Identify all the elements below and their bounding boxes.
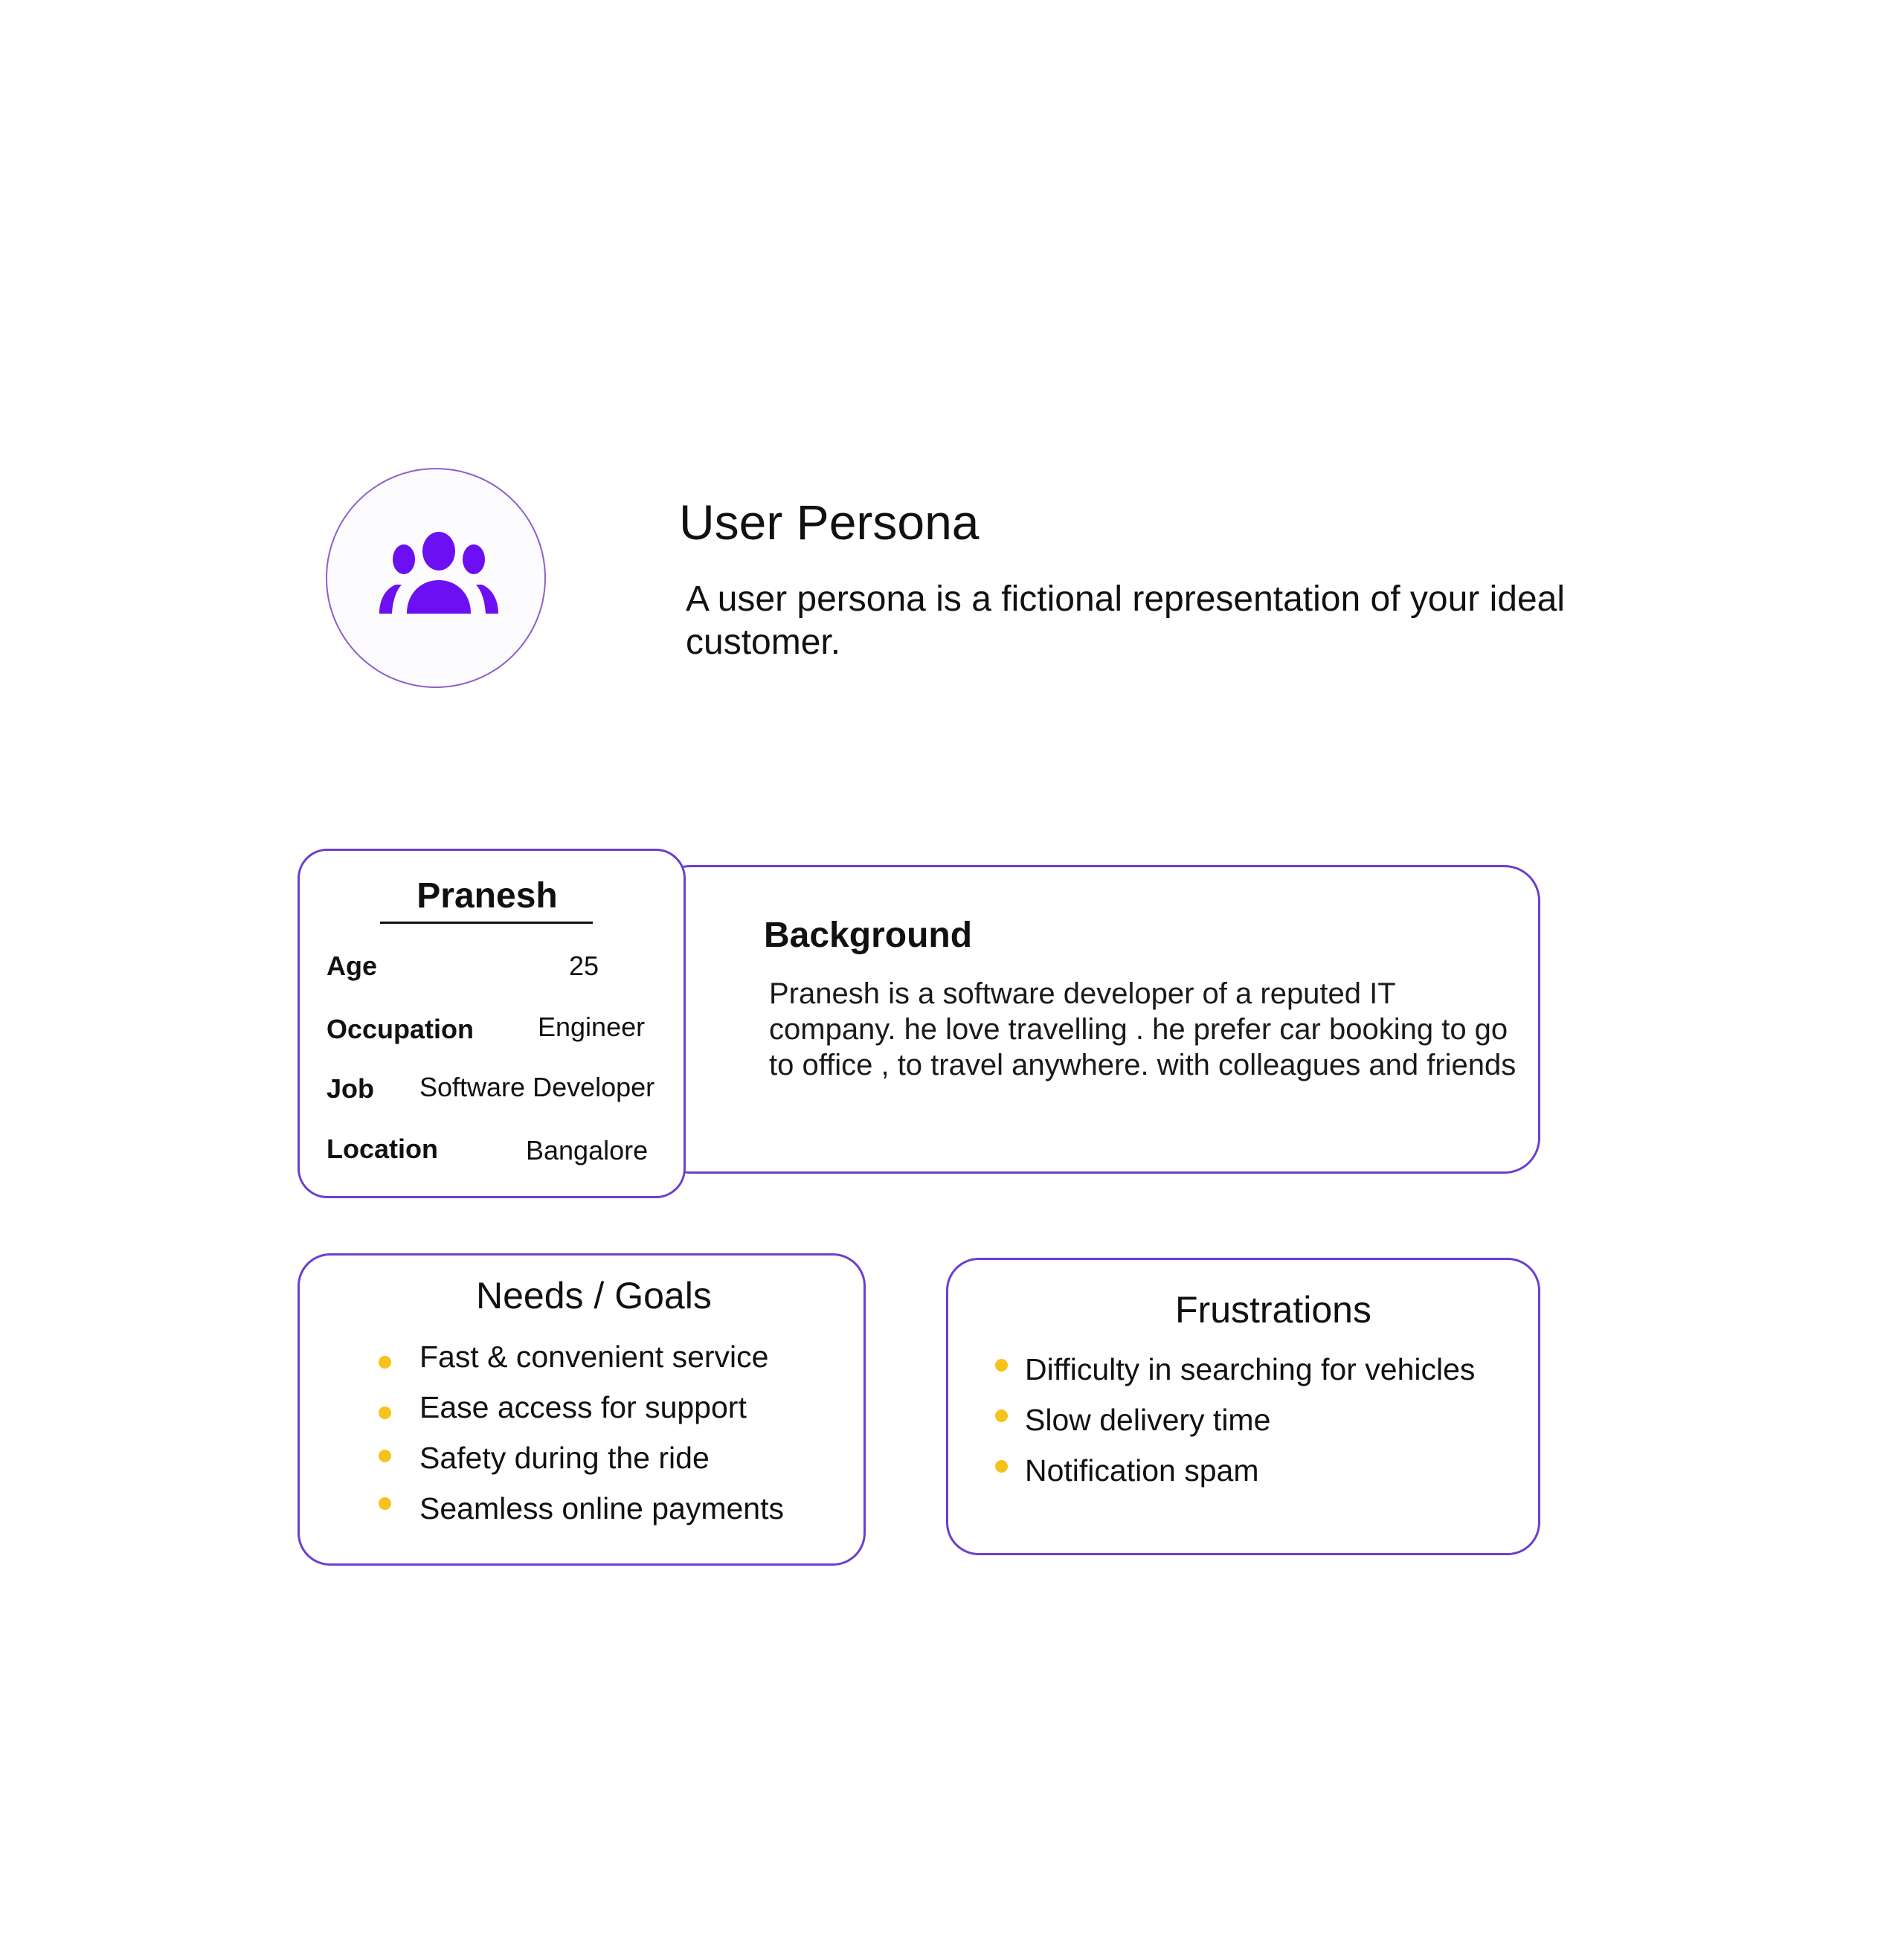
age-value: 25 bbox=[569, 951, 599, 981]
list-item-text: Fast & convenient service bbox=[419, 1340, 769, 1374]
frustrations-card bbox=[946, 1258, 1540, 1555]
needs-goals-title: Needs / Goals bbox=[476, 1275, 712, 1317]
job-value: Software Developer bbox=[419, 1072, 655, 1102]
list-item-text: Slow delivery time bbox=[1025, 1403, 1271, 1437]
age-label: Age bbox=[327, 951, 378, 981]
occupation-value: Engineer bbox=[538, 1012, 646, 1042]
background-text: Pranesh is a software developer of a reputed IT company. he love travelling . he prefer car booking to go to office , to travel anywhere. with colleagues and friends bbox=[769, 977, 1517, 1081]
location-value: Bangalore bbox=[526, 1135, 649, 1166]
users-group-icon bbox=[379, 525, 498, 618]
bullet-dot bbox=[995, 1409, 1008, 1422]
bullet-dot bbox=[379, 1450, 391, 1462]
needs-goals-list bbox=[379, 1338, 784, 1540]
needs-goals-card bbox=[298, 1253, 866, 1566]
list-item-text: Notification spam bbox=[1025, 1453, 1259, 1488]
persona-avatar bbox=[326, 468, 546, 688]
frustrations-list bbox=[995, 1351, 1475, 1502]
page-subtitle: A user persona is a fictional representation of your ideal customer. bbox=[686, 579, 1566, 662]
location-label: Location bbox=[327, 1134, 438, 1164]
list-item bbox=[379, 1338, 784, 1389]
list-item bbox=[995, 1351, 1475, 1401]
bullet-dot bbox=[995, 1460, 1008, 1473]
bullet-dot bbox=[995, 1359, 1008, 1372]
list-item bbox=[995, 1452, 1475, 1502]
list-item-text: Seamless online payments bbox=[419, 1491, 784, 1526]
bullet-dot bbox=[379, 1356, 391, 1369]
job-label: Job bbox=[327, 1073, 375, 1104]
list-item-text: Safety during the ride bbox=[419, 1441, 710, 1475]
page-title: User Persona bbox=[679, 495, 980, 550]
persona-name: Pranesh bbox=[416, 876, 558, 916]
background-title: Background bbox=[764, 916, 973, 955]
list-item-text: Difficulty in searching for vehicles bbox=[1025, 1352, 1476, 1386]
list-item-text: Ease access for support bbox=[419, 1390, 747, 1424]
name-underline bbox=[380, 922, 593, 924]
occupation-label: Occupation bbox=[327, 1014, 475, 1044]
bullet-dot bbox=[379, 1497, 391, 1510]
bullet-dot bbox=[379, 1406, 391, 1419]
list-item bbox=[379, 1439, 784, 1490]
frustrations-title: Frustrations bbox=[1175, 1289, 1371, 1331]
profile-card bbox=[298, 849, 686, 1198]
list-item bbox=[995, 1401, 1475, 1452]
list-item bbox=[379, 1490, 784, 1540]
background-card bbox=[654, 865, 1540, 1174]
list-item bbox=[379, 1389, 784, 1439]
